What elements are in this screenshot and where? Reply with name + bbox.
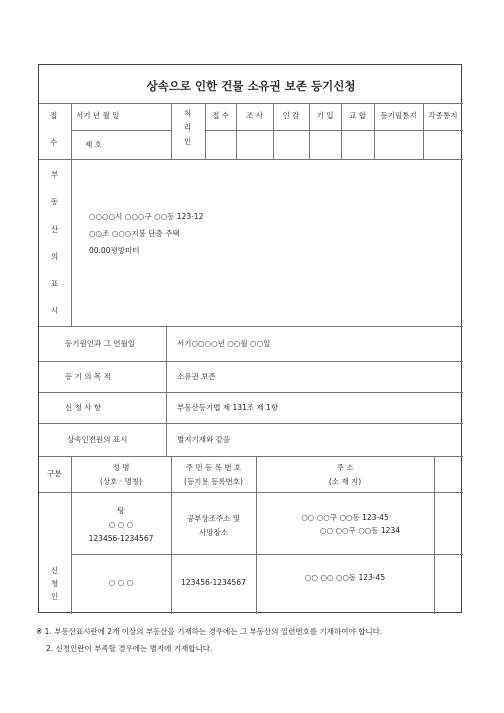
divider bbox=[39, 361, 463, 362]
col-completion-notice: 등기필통지 bbox=[380, 111, 417, 120]
deceased-address-note-1: 공부상조주소 및 bbox=[186, 514, 241, 523]
divider bbox=[71, 130, 171, 131]
row-value-request: 부동산등기법 제 131조 제 1항 bbox=[177, 403, 279, 412]
divider bbox=[166, 326, 167, 456]
row-label-request: 신 청 사 항 bbox=[65, 403, 102, 412]
property-side-label: 부 bbox=[51, 170, 59, 179]
divider bbox=[39, 159, 463, 160]
col-name-sub: (상호 · 명칭) bbox=[100, 477, 142, 486]
handler-label-2: 리 bbox=[184, 123, 192, 132]
receipt-label-2: 수 bbox=[50, 138, 58, 147]
divider bbox=[71, 159, 72, 326]
deceased-id: 123456-1234567 bbox=[88, 534, 154, 543]
divider bbox=[39, 392, 463, 393]
receipt-number-label: 제 호 bbox=[85, 140, 102, 149]
applicant-label: 신 bbox=[51, 566, 59, 575]
col-inspection: 조 사 bbox=[246, 111, 263, 120]
divider bbox=[205, 130, 463, 131]
property-line: ○○○○시 ○○○구 ○○동 123-12 bbox=[89, 212, 204, 221]
deceased-name-2: ○ ○ ○ bbox=[108, 520, 134, 529]
col-various-notice: 각종통지 bbox=[428, 111, 458, 120]
col-entry: 기 입 bbox=[316, 111, 334, 120]
property-line: 00.00평방미터 bbox=[89, 246, 140, 255]
divider bbox=[39, 492, 463, 493]
applicant-label: 인 bbox=[51, 592, 59, 601]
col-id-sub: (등기용 등록번호) bbox=[184, 477, 243, 486]
property-side-label: 시 bbox=[51, 306, 59, 315]
property-side-label: 표 bbox=[51, 279, 59, 288]
handler-label-3: 인 bbox=[184, 137, 192, 146]
deceased-name-1: 탕 bbox=[117, 506, 125, 515]
property-side-label: 산 bbox=[51, 225, 59, 234]
col-category: 구분 bbox=[47, 469, 62, 478]
applicant-label: 청 bbox=[51, 579, 59, 588]
col-address: 주 소 bbox=[336, 463, 354, 472]
row-label-heirs: 상속인전원의 표시 bbox=[67, 435, 128, 444]
form-title: 상속으로 인한 건물 소유권 보존 등기신청 bbox=[146, 79, 356, 93]
deceased-address-2: ○○ ○○구 ○○동 1234 bbox=[320, 526, 400, 535]
row-label-purpose: 등 기 의 목 적 bbox=[65, 372, 111, 381]
row-value-cause: 서기○○○○년 ○○월 ○○일 bbox=[177, 339, 271, 348]
handler-label-1: 처 bbox=[184, 109, 192, 118]
divider bbox=[71, 103, 72, 159]
col-name: 성 명 bbox=[112, 463, 130, 472]
receipt-label-1: 접 bbox=[50, 111, 58, 120]
col-id: 주 민 등 록 번 호 bbox=[185, 463, 242, 472]
divider bbox=[171, 103, 172, 159]
registration-form bbox=[38, 64, 462, 613]
row-label-cause: 등기원인과 그 연월일 bbox=[65, 339, 135, 348]
row-value-purpose: 소유권 보존 bbox=[177, 372, 216, 381]
footnote-1: ※ 1. 부동산표시란에 2개 이상의 부동산을 기재하는 경우에는 그 부동산의 일련번호를 기재하여야 합니다. bbox=[36, 627, 383, 636]
divider bbox=[39, 103, 463, 104]
receipt-date-label: 서기 년 월 일 bbox=[76, 111, 120, 120]
deceased-address-1: ○○ ○○구 ○○동 123-45 bbox=[301, 513, 389, 522]
col-address-sub: (소 재 지) bbox=[328, 477, 362, 486]
divider bbox=[39, 456, 463, 457]
divider bbox=[71, 554, 463, 555]
property-side-label: 의 bbox=[51, 252, 59, 261]
property-line: ○○조 ○○○지붕 단층 주택 bbox=[89, 229, 180, 238]
applicant-id: 123456-1234567 bbox=[181, 578, 246, 587]
divider bbox=[434, 456, 435, 614]
applicant-address: ○○ ○○ ○○동 123-45 bbox=[304, 573, 386, 582]
col-seal: 인 감 bbox=[282, 111, 300, 120]
property-side-label: 동 bbox=[51, 197, 59, 206]
col-collation: 교 합 bbox=[349, 111, 366, 120]
divider bbox=[39, 326, 463, 327]
footnote-2: 2. 신청인란이 부족할 경우에는 별지에 기재합니다. bbox=[46, 644, 213, 653]
applicant-name: ○ ○ ○ bbox=[108, 578, 134, 587]
col-receipt: 접 수 bbox=[212, 111, 229, 120]
divider bbox=[39, 423, 463, 424]
deceased-address-note-2: 사망장소 bbox=[199, 528, 228, 537]
row-value-heirs: 별지기재와 같음 bbox=[177, 435, 231, 444]
